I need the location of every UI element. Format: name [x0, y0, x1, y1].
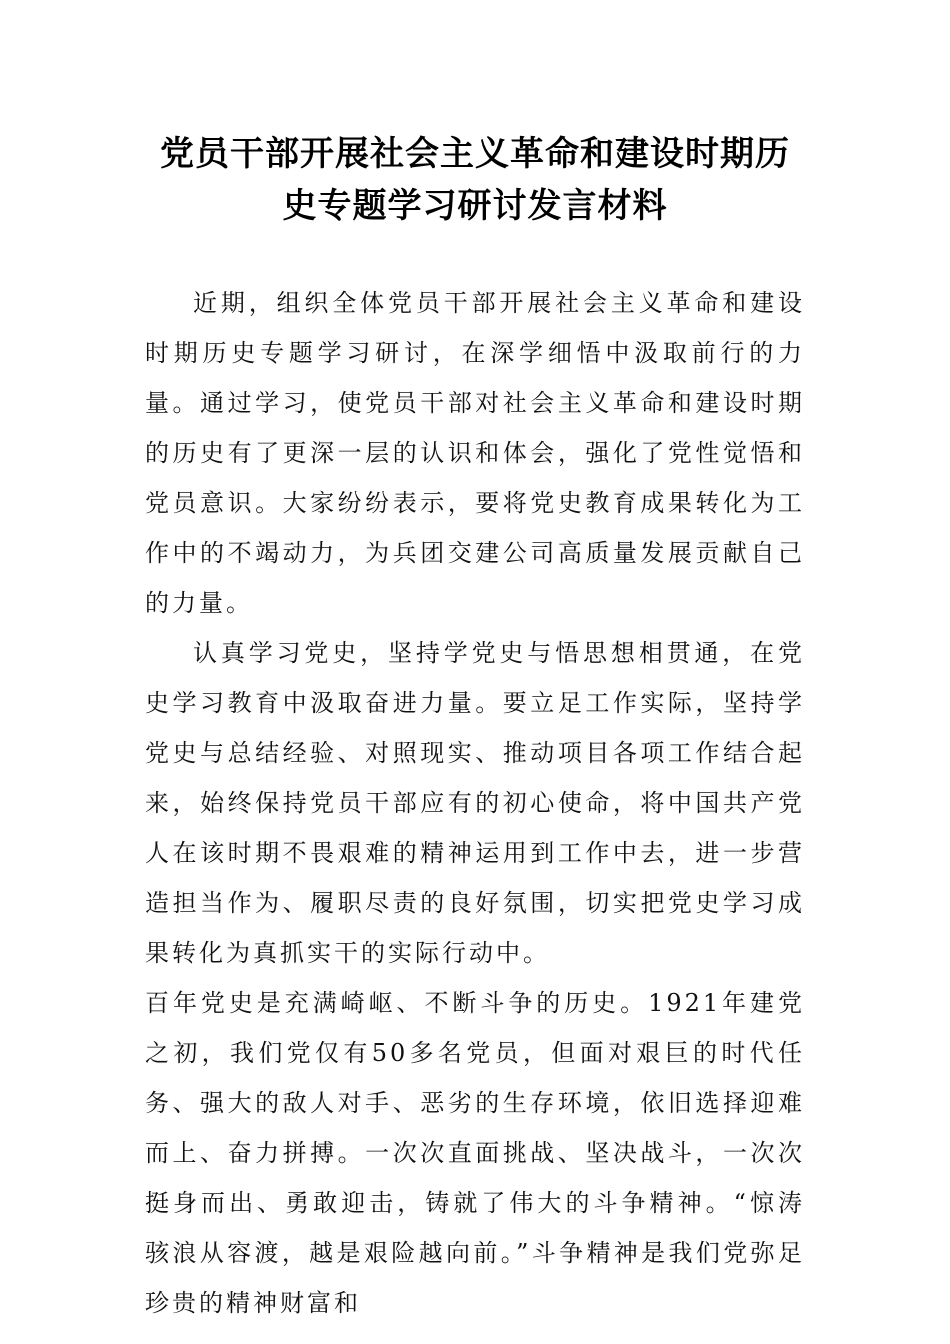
paragraph-intro: 近期，组织全体党员干部开展社会主义革命和建设时期历史专题学习研讨，在深学细悟中汲取前行的力量。通过学习，使党员干部对社会主义革命和建设时期的历史有了更深一层的认识和体会，强化了党性觉悟和党员意识。大家纷纷表示，要将党史教育成果转化为工作中的不竭动力，为兵团交建公司高质量发展贡献自己的力量。	[145, 289, 805, 617]
document-body	[145, 278, 805, 1328]
paragraph-history: 百年党史是充满崎岖、不断斗争的历史。1921年建党之初，我们党仅有50多名党员，但面对艰巨的时代任务、强大的敌人对手、恶劣的生存环境，依旧选择迎难而上、奋力拼搏。一次次直面挑战、坚决战斗，一次次挺身而出、勇敢迎击，铸就了伟大的斗争精神。“惊涛骇浪从容渡，越是艰险越向前。”斗争精神是我们党弥足珍贵的精神财富和	[145, 989, 805, 1317]
document-title: 党员干部开展社会主义革命和建设时期历史专题学习研讨发言材料	[160, 134, 790, 226]
paragraph-study: 认真学习党史，坚持学党史与悟思想相贯通，在党史学习教育中汲取奋进力量。要立足工作实际，坚持学党史与总结经验、对照现实、推动项目各项工作结合起来，始终保持党员干部应有的初心使命，将中国共产党人在该时期不畏艰难的精神运用到工作中去，进一步营造担当作为、履职尽责的良好氛围，切实把党史学习成果转化为真抓实干的实际行动中。	[145, 639, 805, 967]
